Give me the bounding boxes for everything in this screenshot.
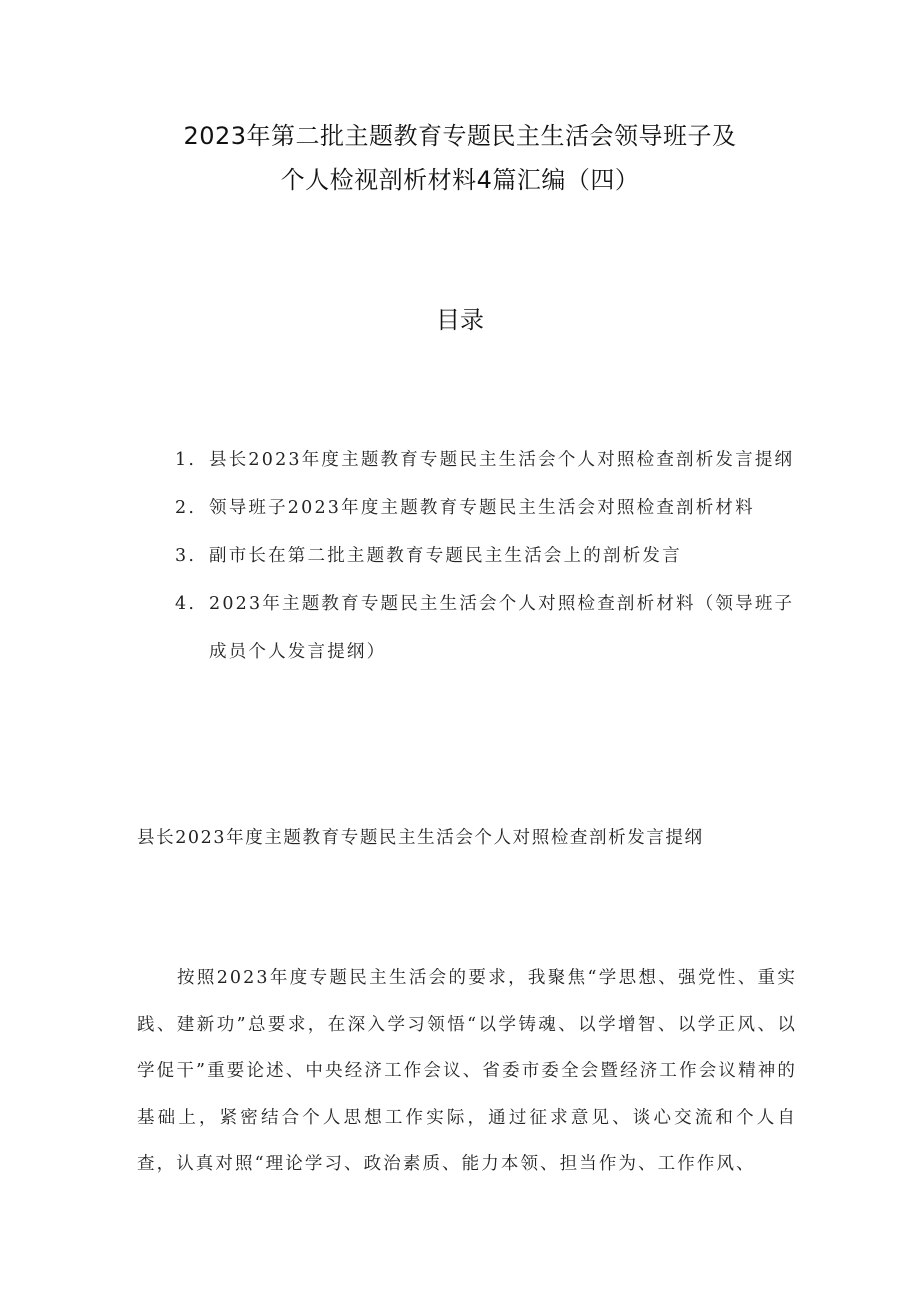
toc-item-number: 1. — [175, 450, 197, 470]
document-title-line-1: 2023年第二批主题教育专题民主生活会领导班子及 — [183, 122, 737, 150]
toc-heading: 目录 — [436, 306, 484, 334]
toc-item-text: 领导班子2023年度主题教育专题民主生活会对照检查剖析材料 — [209, 498, 755, 518]
toc-item-2[interactable] — [175, 484, 795, 532]
toc-item-text: 2023年主题教育专题民主生活会个人对照检查剖析材料（领导班子成员个人发言提纲） — [209, 594, 795, 662]
toc-item-number: 2. — [175, 498, 197, 518]
toc-item-4[interactable] — [175, 580, 795, 676]
toc-item-number: 3. — [175, 546, 197, 566]
section-heading: 县长2023年度主题教育专题民主生活会个人对照检查剖析发言提纲 — [137, 828, 704, 848]
toc-item-1[interactable] — [175, 436, 795, 484]
body-paragraph: 按照2023年度专题民主生活会的要求，我聚焦“学思想、强党性、重实践、建新功”总要求，在深入学习领悟“以学铸魂、以学增智、以学正风、以学促干”重要论述、中央经济工作会议、省委市委全会暨经济工作会议精神的基础上，紧密结合个人思想工作实际，通过征求意见、谈心交流和个人自查，认真对照“理论学习、政治素质、能力本领、担当作为、工作作风、 — [137, 968, 797, 1174]
toc-item-text: 县长2023年度主题教育专题民主生活会个人对照检查剖析发言提纲 — [209, 450, 795, 470]
document-title-line-2: 个人检视剖析材料4篇汇编（四） — [280, 166, 640, 194]
toc-item-number: 4. — [175, 594, 197, 614]
table-of-contents — [175, 436, 795, 676]
toc-item-text: 副市长在第二批主题教育专题民主生活会上的剖析发言 — [209, 546, 682, 566]
toc-item-3[interactable] — [175, 532, 795, 580]
